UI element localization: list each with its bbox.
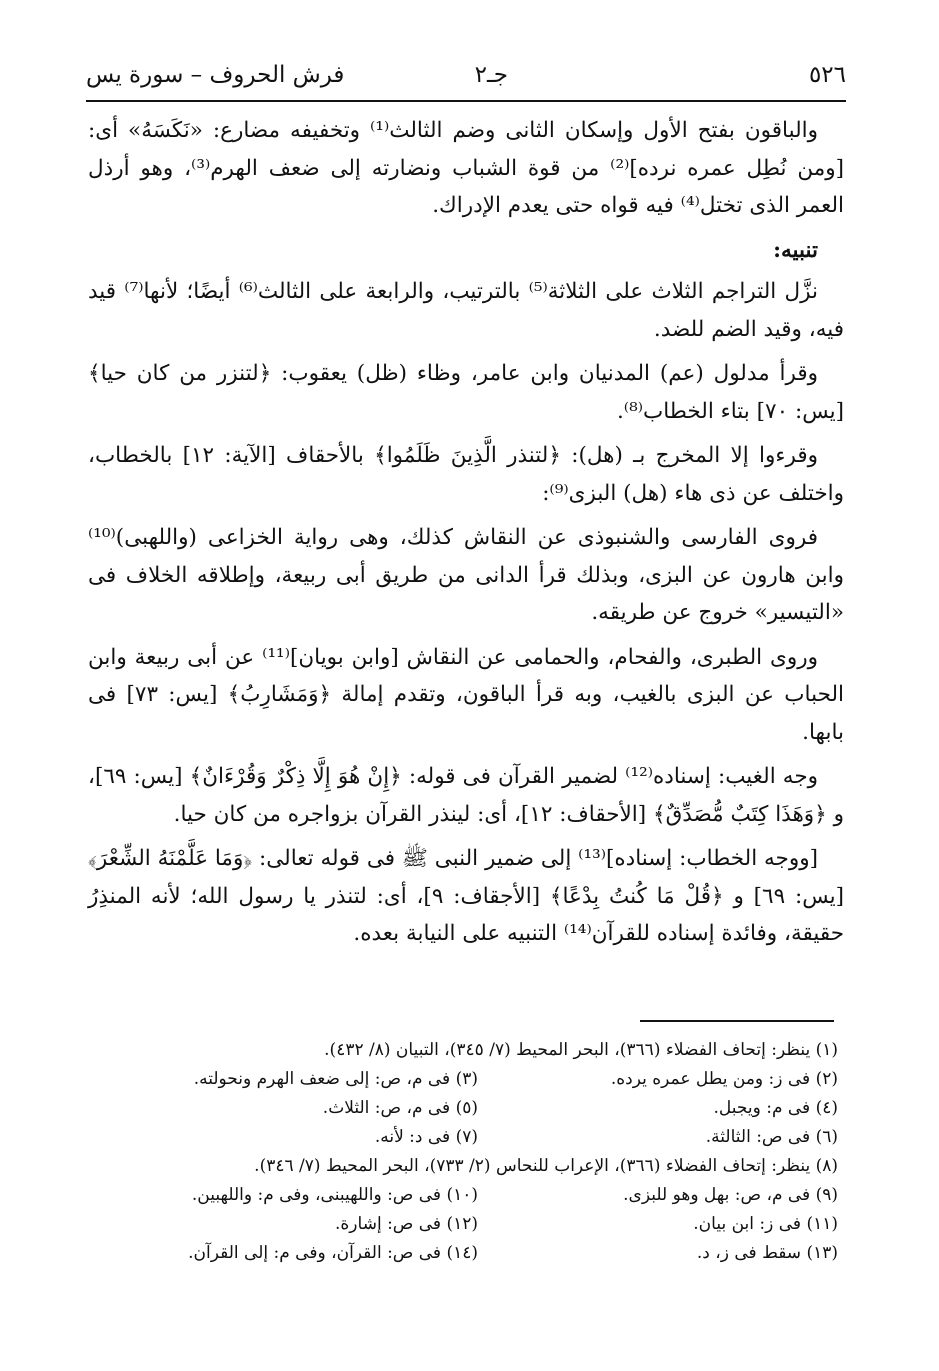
paragraph: وروى الطبرى، والفحام، والحمامى عن النقاش [وابن بويان]⁽¹¹⁾ عن أبى ربيعة وابن الحباب عن البزى بالغيب، وبه قرأ الباقون، وتقدم إمالة ﴿وَمَشَارِبُ﴾ [يس: ٧٣] فى بابها.	[88, 644, 844, 745]
running-title: فرش الحروف – سورة يس	[86, 62, 345, 88]
footnote: (٣) فى م، ص: إلى ضعف الهرم ونحولته.	[193, 1069, 478, 1089]
footnote: (٩) فى م، ص: بهل وهو للبزى.	[623, 1185, 838, 1205]
footnote: (١٤) فى ص: القرآن، وفى م: إلى القرآن.	[188, 1243, 478, 1263]
footnotes	[120, 1036, 838, 1268]
footnote-row	[120, 1239, 838, 1268]
footnote: (٦) فى ص: الثالثة.	[705, 1127, 838, 1147]
paragraph: وقرأ مدلول (عم) المدنيان وابن عامر، وظاء (ظل) يعقوب: ﴿لتنزر من كان حيا﴾ [يس: ٧٠] بتاء الخطاب⁽⁸⁾.	[88, 361, 844, 424]
footnote-rule	[640, 1020, 834, 1022]
footnote-row	[120, 1181, 838, 1210]
paragraph: والباقون بفتح الأول وإسكان الثانى وضم الثالث⁽¹⁾ وتخفيفه مضارع: «نَكَسَهُ» أى: [ومن نُطِل عمره نرده]⁽²⁾ من قوة الشباب ونضارته إلى ضعف الهرم⁽³⁾، وهو أرذل العمر الذى تختل⁽⁴⁾ فيه قواه حتى يعدم الإدراك.	[88, 118, 844, 218]
paragraph: وقرءوا إلا المخرج بـ (هل): ﴿لتنذر الَّذِينَ ظَلَمُوا﴾ بالأحقاف [الآية: ١٢] بالخطاب، واختلف عن ذى هاء (هل) البزى⁽⁹⁾:	[88, 443, 844, 506]
footnote-row	[120, 1123, 838, 1152]
footnote: (٥) فى م، ص: الثلاث.	[322, 1098, 478, 1118]
page-number: ٥٢٦	[808, 62, 846, 88]
footnote: (١٣) سقط فى ز، د.	[696, 1243, 838, 1263]
footnote: (١) ينظر: إتحاف الفضلاء (٣٦٦)، البحر المحيط (٧/ ٣٤٥)، التبيان (٨/ ٤٣٢).	[324, 1040, 838, 1060]
footnote-row	[120, 1065, 838, 1094]
paragraph: نزَّل التراجم الثلاث على الثلاثة⁽⁵⁾ بالترتيب، والرابعة على الثالث⁽⁶⁾ أيضًا؛ لأنها⁽⁷⁾ قيد فيه، وقيد الضم للضد.	[88, 279, 844, 342]
paragraph: وجه الغيب: إسناده⁽¹²⁾ لضمير القرآن فى قوله: ﴿إِنْ هُوَ إِلَّا ذِكْرٌ وَقُرْءَانٌ﴾ [يس: ٦٩]، و ﴿وَهَذَا كِتَبٌ مُّصَدِّقٌ﴾ [الأحقاف: ١٢]، أى: لينذر القرآن بزواجره من كان حيا.	[88, 764, 844, 827]
header-rule	[86, 100, 846, 102]
footnote: (٧) فى د: لأنه.	[374, 1127, 478, 1147]
section-heading: تنبيه:	[773, 237, 818, 263]
footnote-row	[120, 1094, 838, 1123]
footnote-row	[120, 1152, 838, 1181]
footnote-row	[120, 1210, 838, 1239]
footnote-row	[120, 1036, 838, 1065]
page-header	[86, 62, 846, 96]
volume-label: جـ٢	[474, 62, 508, 88]
footnote: (١٠) فى ص: واللهيبنى، وفى م: واللهبين.	[191, 1185, 478, 1205]
footnote: (٨) ينظر: إتحاف الفضلاء (٣٦٦)، الإعراب للنحاس (٢/ ٧٣٣)، البحر المحيط (٧/ ٣٤٦).	[254, 1156, 838, 1176]
footnote: (١٢) فى ص: إشارة.	[335, 1214, 478, 1234]
footnote: (١١) فى ز: ابن بيان.	[693, 1214, 838, 1234]
paragraph: فروى الفارسى والشنبوذى عن النقاش كذلك، وهى رواية الخزاعى (واللهبى)⁽¹⁰⁾ وابن هارون عن البزى، وبذلك قرأ الدانى من طريق أبى ربيعة، وإطلاقه الخلاف فى «التيسير» خروج عن طريقه.	[88, 525, 844, 625]
main-text	[88, 112, 844, 960]
footnote: (٤) فى م: ويجبل.	[713, 1098, 838, 1118]
paragraph: [ووجه الخطاب: إسناده]⁽¹³⁾ إلى ضمير النبى ﷺ فى قوله تعالى: ﴿وَمَا عَلَّمْنَهُ الشِّعْرَ﴾ [يس: ٦٩] و ﴿قُلْ مَا كُنتُ بِدْعًا﴾ [الأجقاف: ٩]، أى: لتنذر يا رسول الله؛ لأنه المنذِرُ حقيقة، وفائدة إسناده للقرآن⁽¹⁴⁾ التنبيه على النيابة بعده.	[88, 846, 844, 946]
footnote: (٢) فى ز: ومن يطل عمره يرده.	[610, 1069, 838, 1089]
